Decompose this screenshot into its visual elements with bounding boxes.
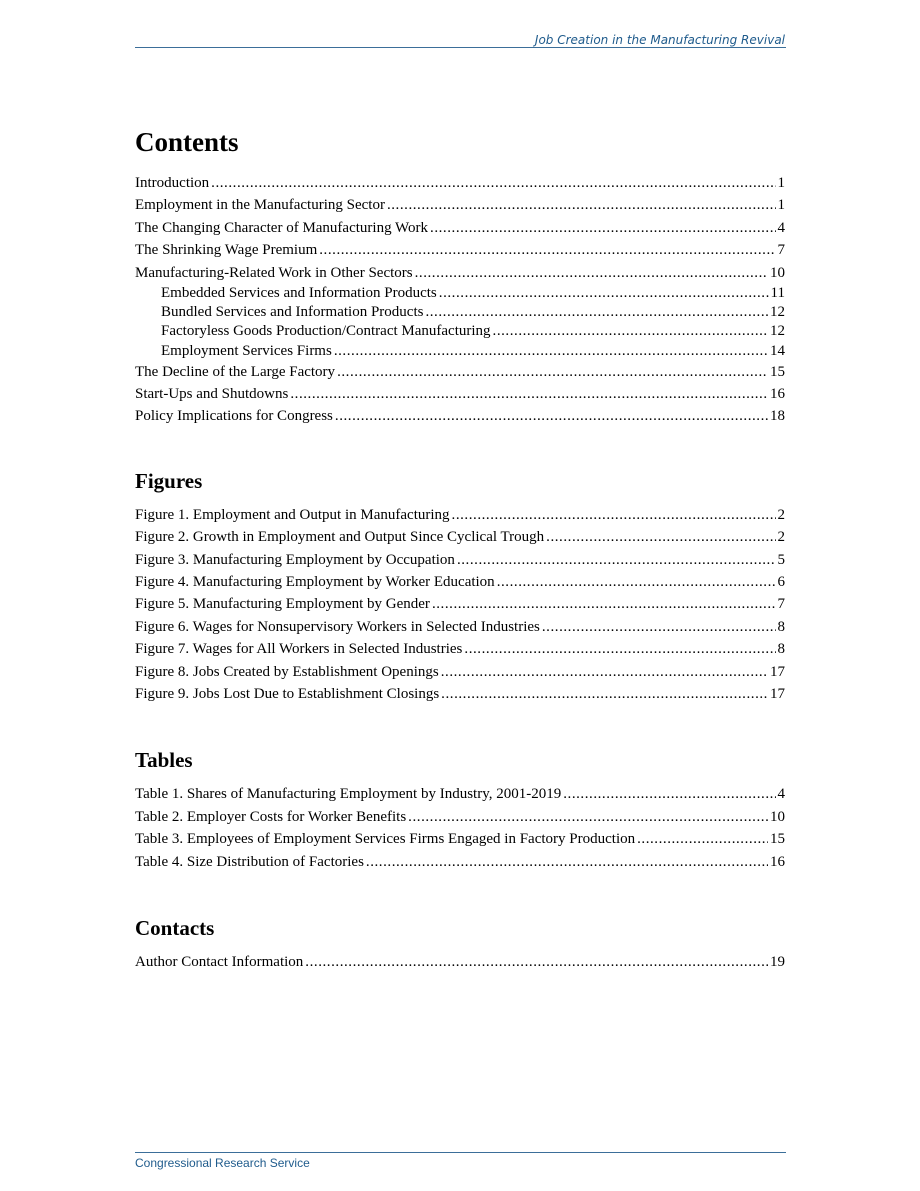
toc-entry-label: Introduction <box>135 175 210 191</box>
toc-leader-dots <box>290 383 768 405</box>
toc-entry[interactable] <box>135 303 785 322</box>
header-rule <box>135 47 786 48</box>
toc-entry-page-number: 1 <box>777 197 785 214</box>
toc-entry-label: Table 1. Shares of Manufacturing Employment by Industry, 2001-2019 <box>135 786 562 803</box>
toc-leader-dots <box>211 172 775 194</box>
toc-entry-label: Start-Ups and Shutdowns <box>135 386 289 403</box>
toc-entry-label: Figure 5. Manufacturing Employment by Gender <box>135 596 430 613</box>
toc-leader-dots <box>441 661 768 683</box>
toc-entry-label: Author Contact Information <box>135 953 304 970</box>
toc-entry[interactable] <box>135 361 785 383</box>
toc-entry-label: Embedded Services and Information Products <box>161 284 437 301</box>
toc-leader-dots <box>408 806 768 828</box>
toc-entry[interactable] <box>135 172 785 194</box>
toc-entry[interactable] <box>135 284 785 303</box>
contents-heading: Contents <box>135 127 239 157</box>
toc-entry[interactable] <box>135 616 785 638</box>
toc-leader-dots <box>430 217 775 239</box>
toc-entry-page-number: 8 <box>777 641 785 658</box>
toc-leader-dots <box>305 951 768 973</box>
figures-section <box>135 467 785 706</box>
toc-entry-label: Bundled Services and Information Products <box>161 304 424 321</box>
toc-entry[interactable] <box>135 405 785 427</box>
contacts-heading: Contacts <box>135 915 215 940</box>
toc-entry[interactable] <box>135 851 785 873</box>
toc-entry-page-number: 7 <box>777 242 785 259</box>
toc-entry-label: The Changing Character of Manufacturing Work <box>135 219 429 236</box>
toc-leader-dots <box>637 828 768 850</box>
toc-entry-label: Factoryless Goods Production/Contract Manufacturing <box>161 323 491 340</box>
toc-entry-label: Employment Services Firms <box>161 342 332 359</box>
toc-entry-page-number: 17 <box>770 686 785 702</box>
toc-leader-dots <box>335 405 768 427</box>
toc-entry[interactable] <box>135 342 785 361</box>
toc-entry-page-number: 1 <box>777 175 785 191</box>
toc-entry-page-number: 5 <box>777 551 785 568</box>
toc-entry-page-number: 14 <box>770 342 785 359</box>
toc-entry[interactable] <box>135 571 785 593</box>
toc-entry[interactable] <box>135 638 785 660</box>
footer-rule <box>135 1152 786 1153</box>
contents-list <box>135 172 785 428</box>
toc-entry-page-number: 2 <box>777 506 785 523</box>
toc-entry-page-number: 4 <box>777 786 785 803</box>
contacts-list <box>135 951 785 973</box>
toc-leader-dots <box>425 303 768 322</box>
toc-entry[interactable] <box>135 549 785 571</box>
toc-entry-page-number: 17 <box>770 663 785 680</box>
toc-entry-label: The Decline of the Large Factory <box>135 363 336 380</box>
toc-entry-page-number: 6 <box>777 574 785 591</box>
toc-leader-dots <box>497 571 776 593</box>
toc-entry-label: Figure 9. Jobs Lost Due to Establishment Closings <box>135 686 440 702</box>
toc-entry-label: Manufacturing-Related Work in Other Sectors <box>135 264 413 281</box>
toc-leader-dots <box>441 683 768 705</box>
toc-leader-dots <box>432 593 776 615</box>
toc-entry-page-number: 2 <box>777 529 785 546</box>
toc-leader-dots <box>334 342 768 361</box>
toc-entry[interactable] <box>135 504 785 526</box>
running-header-title: Job Creation in the Manufacturing Revival <box>534 33 785 47</box>
toc-entry-label: Figure 3. Manufacturing Employment by Occupation <box>135 551 455 568</box>
toc-entry-label: Employment in the Manufacturing Sector <box>135 197 385 214</box>
table-of-contents <box>135 124 785 973</box>
figures-heading: Figures <box>135 468 203 493</box>
toc-leader-dots <box>542 616 776 638</box>
toc-entry[interactable] <box>135 217 785 239</box>
toc-entry-page-number: 16 <box>770 386 785 403</box>
figures-list <box>135 504 785 706</box>
toc-leader-dots <box>546 526 775 548</box>
toc-leader-dots <box>439 284 769 303</box>
toc-entry[interactable] <box>135 661 785 683</box>
toc-leader-dots <box>319 239 775 261</box>
toc-entry[interactable] <box>135 593 785 615</box>
toc-entry[interactable] <box>135 526 785 548</box>
toc-entry-page-number: 16 <box>770 853 785 870</box>
contacts-section <box>135 914 785 973</box>
contents-section <box>135 124 785 428</box>
footer-organization: Congressional Research Service <box>135 1156 310 1170</box>
toc-leader-dots <box>387 194 776 216</box>
toc-entry[interactable] <box>135 194 785 216</box>
toc-entry[interactable] <box>135 806 785 828</box>
toc-entry[interactable] <box>135 828 785 850</box>
toc-entry[interactable] <box>135 683 785 705</box>
toc-entry[interactable] <box>135 783 785 805</box>
toc-entry-label: Table 3. Employees of Employment Services Firms Engaged in Factory Production <box>135 831 636 848</box>
toc-entry-page-number: 7 <box>777 596 785 613</box>
toc-entry-label: Table 4. Size Distribution of Factories <box>135 853 364 870</box>
tables-section <box>135 746 785 873</box>
toc-entry-label: Table 2. Employer Costs for Worker Benefits <box>135 808 407 825</box>
toc-entry-page-number: 19 <box>770 953 785 970</box>
toc-entry-page-number: 18 <box>770 408 785 425</box>
toc-entry-page-number: 10 <box>770 808 785 825</box>
toc-leader-dots <box>415 262 768 284</box>
toc-leader-dots <box>337 361 768 383</box>
toc-entry-page-number: 15 <box>770 363 785 380</box>
toc-entry-page-number: 4 <box>777 219 785 236</box>
toc-leader-dots <box>366 851 768 873</box>
toc-leader-dots <box>457 549 776 571</box>
toc-entry[interactable] <box>135 262 785 284</box>
toc-entry-page-number: 12 <box>770 323 785 340</box>
toc-entry-page-number: 10 <box>770 264 785 281</box>
toc-entry-page-number: 8 <box>777 618 785 635</box>
toc-entry-label: Figure 4. Manufacturing Employment by Worker Education <box>135 574 495 591</box>
tables-heading: Tables <box>135 748 193 773</box>
toc-entry[interactable] <box>135 239 785 261</box>
toc-entry-label: Figure 2. Growth in Employment and Output Since Cyclical Trough <box>135 529 545 546</box>
toc-entry-label: Figure 7. Wages for All Workers in Selected Industries <box>135 641 463 658</box>
toc-entry-page-number: 11 <box>770 284 785 301</box>
tables-list <box>135 783 785 873</box>
toc-entry-label: The Shrinking Wage Premium <box>135 242 318 259</box>
toc-entry[interactable] <box>135 951 785 973</box>
toc-entry[interactable] <box>135 383 785 405</box>
toc-entry-page-number: 15 <box>770 831 785 848</box>
toc-entry-label: Figure 1. Employment and Output in Manufacturing <box>135 506 450 523</box>
toc-leader-dots <box>464 638 775 660</box>
toc-entry[interactable] <box>135 322 785 341</box>
toc-leader-dots <box>452 504 776 526</box>
toc-entry-label: Figure 6. Wages for Nonsupervisory Workers in Selected Industries <box>135 618 540 635</box>
toc-entry-label: Figure 8. Jobs Created by Establishment Openings <box>135 663 439 680</box>
toc-leader-dots <box>563 783 775 805</box>
toc-entry-page-number: 12 <box>770 304 785 321</box>
toc-entry-label: Policy Implications for Congress <box>135 408 333 425</box>
toc-leader-dots <box>493 322 768 341</box>
